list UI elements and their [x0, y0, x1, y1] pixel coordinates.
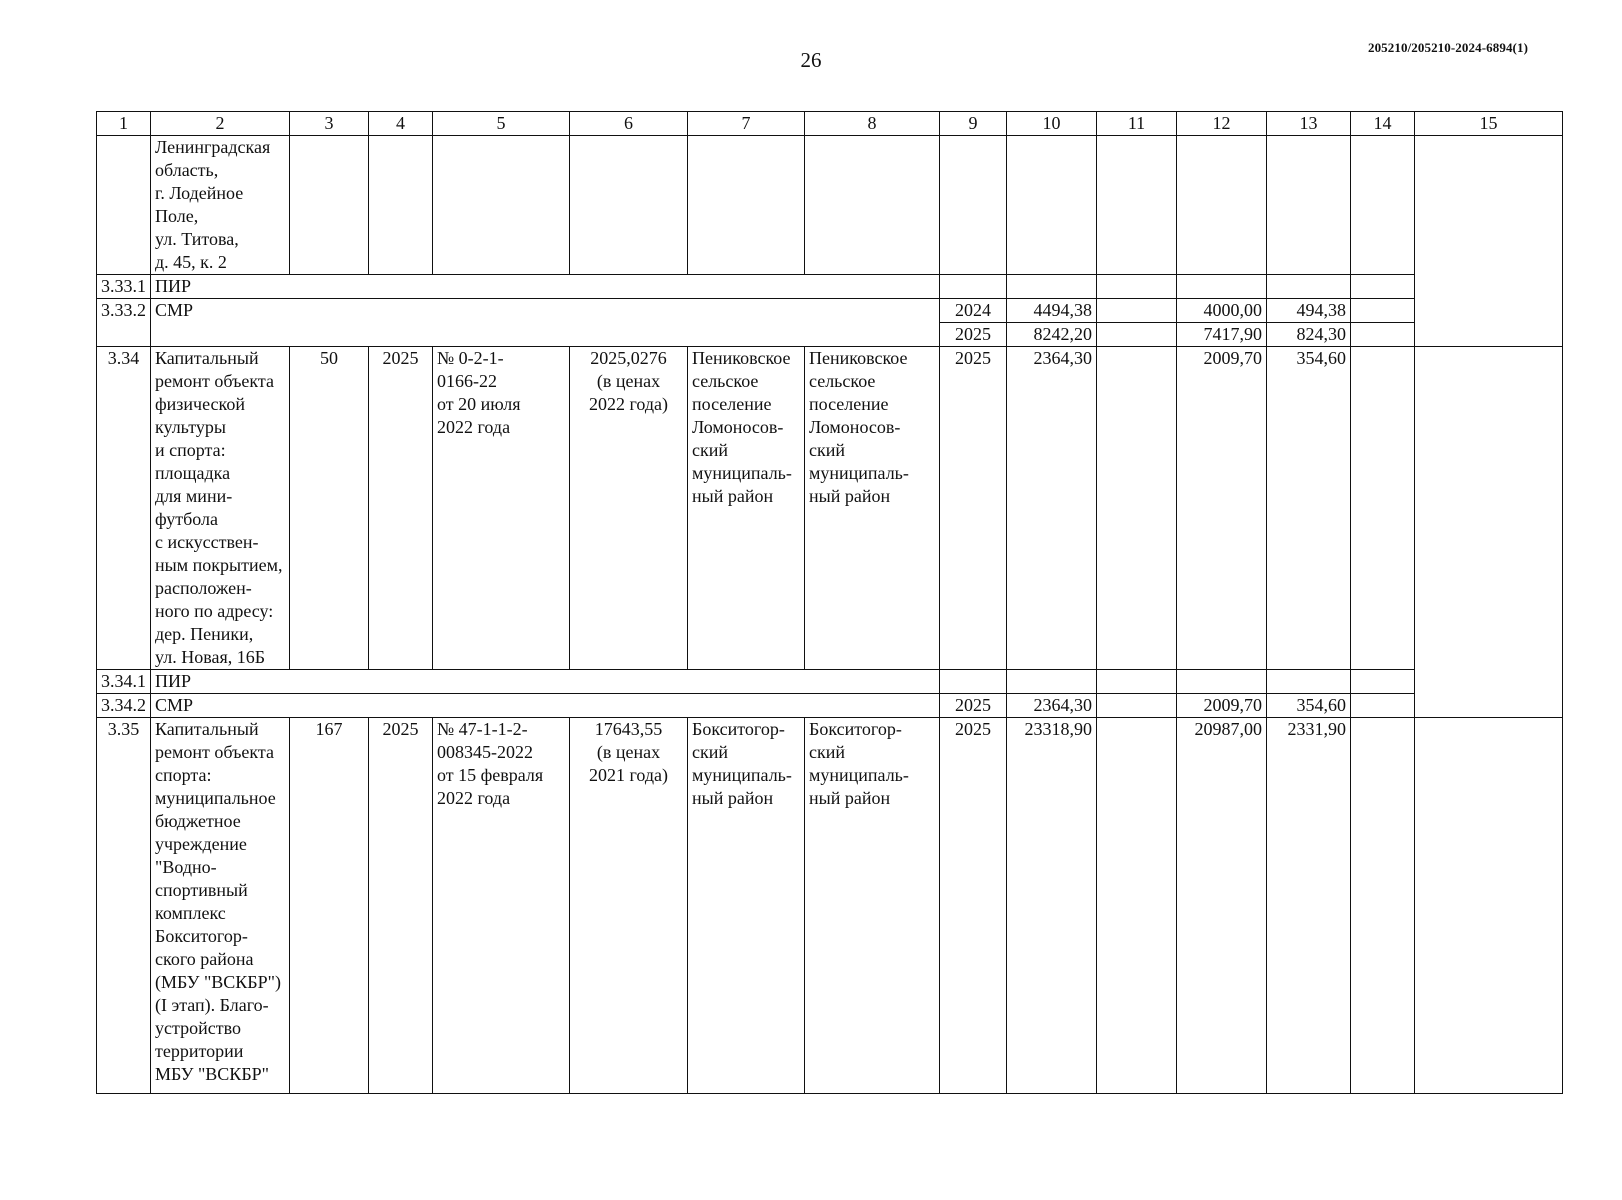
table-row	[97, 718, 1563, 1094]
value-cell: 4494,38	[1007, 299, 1097, 323]
object-name: Капитальный ремонт объекта физической культуры и спорта: площадка для мини- футбола с искусствен- ным покрытием, расположен- ного по адресу: дер. Пеники, ул. Новая, 16Б	[151, 347, 290, 670]
row-number: 3.33.2	[97, 299, 151, 323]
object-name: Ленинградская область, г. Лодейное Поле, ул. Титова, д. 45, к. 2	[151, 136, 290, 275]
col-header: 5	[433, 112, 570, 136]
object-name: Капитальный ремонт объекта спорта: муниципальное бюджетное учреждение "Водно- спортивный комплекс Бокситогор- ского района (МБУ "ВСКБР") (I этап). Благо- устройство территории МБУ "ВСКБР"	[151, 718, 290, 1094]
value-cell: 2009,70	[1177, 694, 1267, 718]
expertise-cell: № 0-2-1- 0166-22 от 20 июля 2022 года	[433, 347, 570, 670]
value-cell: 4000,00	[1177, 299, 1267, 323]
value-cell: 2364,30	[1007, 347, 1097, 670]
col-header: 9	[940, 112, 1007, 136]
year-cell: 2025	[940, 694, 1007, 718]
col-header: 1	[97, 112, 151, 136]
table-row	[97, 323, 1563, 347]
row-label: ПИР	[151, 275, 940, 299]
row-label: ПИР	[151, 670, 940, 694]
year-cell: 2024	[940, 299, 1007, 323]
owner-cell: Пениковское сельское поселение Ломоносов- ский муниципаль- ный район	[805, 347, 940, 670]
owner-cell: Бокситогор- ский муниципаль- ный район	[805, 718, 940, 1094]
col-header: 15	[1415, 112, 1563, 136]
value-cell: 2331,90	[1267, 718, 1351, 1094]
table-row	[97, 275, 1563, 299]
row-number: 3.34.2	[97, 694, 151, 718]
year-cell: 2025	[369, 347, 433, 670]
value-cell: 7417,90	[1177, 323, 1267, 347]
col-header: 12	[1177, 112, 1267, 136]
col-header: 3	[290, 112, 369, 136]
year-cell: 2025	[940, 347, 1007, 670]
col-header: 4	[369, 112, 433, 136]
value-cell: 354,60	[1267, 347, 1351, 670]
table-row	[97, 670, 1563, 694]
col-header: 11	[1097, 112, 1177, 136]
value-cell: 23318,90	[1007, 718, 1097, 1094]
year-cell: 2025	[369, 718, 433, 1094]
value-cell: 354,60	[1267, 694, 1351, 718]
value-cell: 824,30	[1267, 323, 1351, 347]
col-header: 2	[151, 112, 290, 136]
table-row	[97, 299, 1563, 323]
value-cell: 2364,30	[1007, 694, 1097, 718]
value-cell: 20987,00	[1177, 718, 1267, 1094]
document-id: 205210/205210-2024-6894(1)	[1367, 40, 1528, 55]
cost-cell: 2025,0276 (в ценах 2022 года)	[570, 347, 688, 670]
customer-cell: Пениковское сельское поселение Ломоносов- ский муниципаль- ный район	[688, 347, 805, 670]
customer-cell: Бокситогор- ский муниципаль- ный район	[688, 718, 805, 1094]
row-number: 3.35	[97, 718, 151, 1094]
value-cell: 167	[290, 718, 369, 1094]
value-cell: 2009,70	[1177, 347, 1267, 670]
page-number: 26	[800, 48, 822, 72]
row-label: СМР	[151, 299, 940, 323]
col-header: 13	[1267, 112, 1351, 136]
year-cell: 2025	[940, 323, 1007, 347]
col-header: 7	[688, 112, 805, 136]
row-number: 3.34.1	[97, 670, 151, 694]
table-row	[97, 694, 1563, 718]
value-cell: 494,38	[1267, 299, 1351, 323]
row-number: 3.34	[97, 347, 151, 670]
value-cell: 50	[290, 347, 369, 670]
year-cell: 2025	[940, 718, 1007, 1094]
col-header: 14	[1351, 112, 1415, 136]
expertise-cell: № 47-1-1-2- 008345-2022 от 15 февраля 2022 года	[433, 718, 570, 1094]
value-cell: 8242,20	[1007, 323, 1097, 347]
row-number: 3.33.1	[97, 275, 151, 299]
table-row	[97, 347, 1563, 670]
header-row	[97, 112, 1563, 136]
col-header: 8	[805, 112, 940, 136]
cost-cell: 17643,55 (в ценах 2021 года)	[570, 718, 688, 1094]
table-row	[97, 136, 1563, 275]
col-header: 6	[570, 112, 688, 136]
col-header: 10	[1007, 112, 1097, 136]
row-label: СМР	[151, 694, 940, 718]
program-table	[96, 111, 1563, 1094]
